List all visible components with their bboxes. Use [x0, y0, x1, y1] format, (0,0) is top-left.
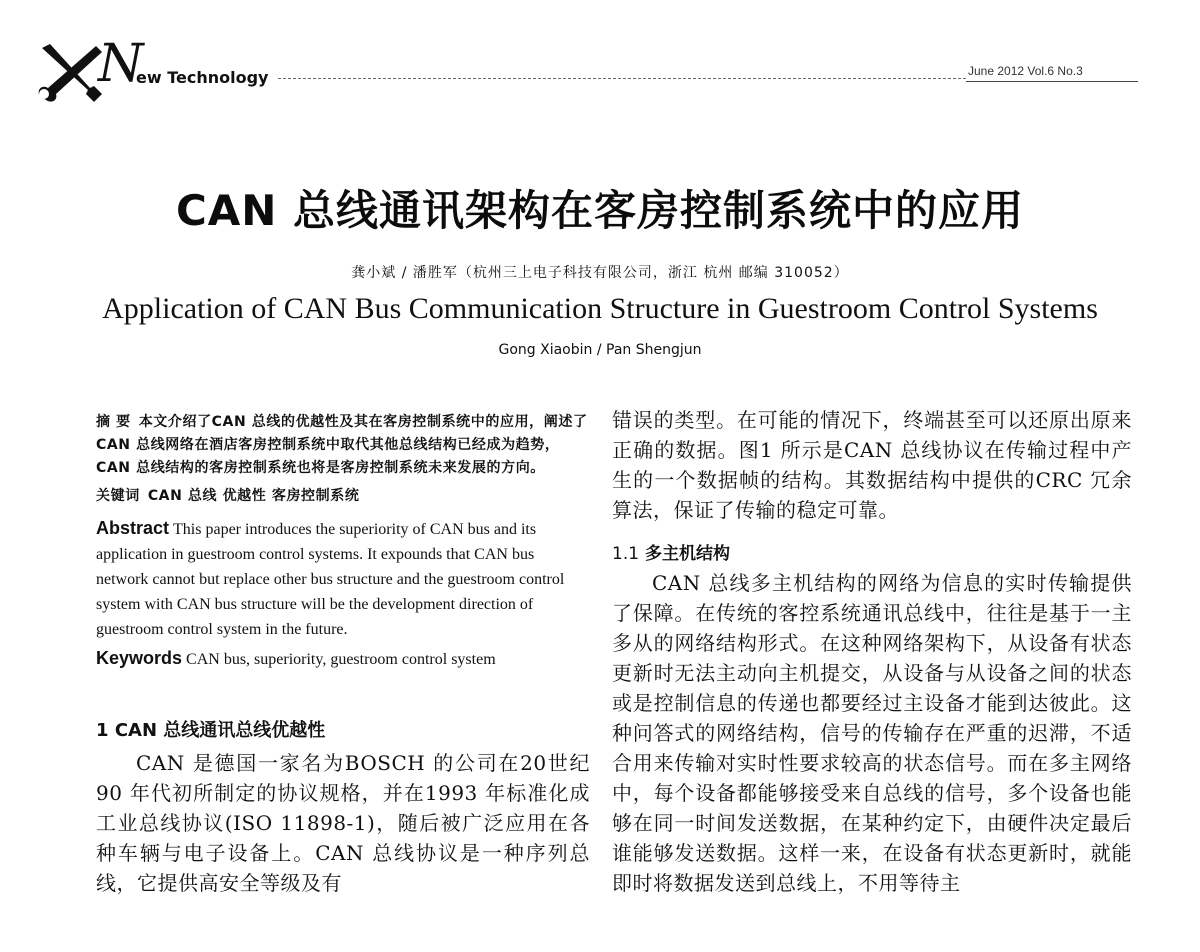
- keywords-en-text: CAN bus, superiority, guestroom control system: [186, 651, 496, 668]
- section-1-number: 1: [96, 720, 109, 741]
- paper-title-cn: CAN 总线通讯架构在客房控制系统中的应用: [175, 186, 1025, 235]
- right-column: [612, 408, 1132, 898]
- subsection-1-1-heading: [612, 539, 1132, 564]
- subsection-1-1-number: 1.1: [612, 544, 640, 564]
- logo-text: ew Technology: [136, 68, 269, 87]
- paper-title-en: Application of CAN Bus Communication Structure in Guestroom Control Systems: [102, 292, 1098, 325]
- abstract-en-text: This paper introduces the superiority of CAN bus and its application in guestroom control systems. It expounds that CAN bus network cannot but replace other bus structure and the guestroom control system with CAN bus structure will be the development direction of guestroom control system in the future.: [96, 521, 565, 638]
- keywords-en: [96, 646, 590, 672]
- journal-header: [0, 0, 1200, 110]
- left-column: [96, 411, 590, 898]
- right-paragraph-1: 错误的类型。在可能的情况下，终端甚至可以还原出原来正确的数据。图1 所示是CAN 总线协议在传输过程中产生的一个数据帧的结构。其数据结构中提供的CRC 冗余算法，保证了传输的稳定可靠。: [612, 408, 1132, 522]
- section-1-heading: [96, 716, 590, 742]
- section-1-title: CAN 总线通讯总线优越性: [114, 720, 326, 741]
- abstract-cn-label: 摘 要: [96, 414, 131, 430]
- wrench-tools-icon: [34, 42, 104, 104]
- abstract-en-label: Abstract: [96, 518, 170, 538]
- keywords-en-label: Keywords: [96, 648, 183, 668]
- abstract-cn-text: 本文介绍了CAN 总线的优越性及其在客房控制系统中的应用，阐述了CAN 总线网络在酒店客房控制系统中取代其他总线结构已经成为趋势，CAN 总线结构的客房控制系统也将是客房控制系统未来发展的方向。: [96, 414, 588, 476]
- keywords-cn-label: 关键词: [96, 488, 140, 504]
- issue-info: June 2012 Vol.6 No.3: [968, 64, 1083, 78]
- keywords-cn: [96, 485, 590, 508]
- abstract-cn: [96, 411, 590, 480]
- header-divider: [278, 78, 966, 79]
- abstract-en: [96, 516, 590, 642]
- keywords-cn-text: CAN 总线 优越性 客房控制系统: [147, 488, 360, 504]
- right-paragraph-2: CAN 总线多主机结构的网络为信息的实时传输提供了保障。在传统的客控系统通讯总线中，往往是基于一主多从的网络结构形式。在这种网络架构下，从设备有状态更新时无法主动向主机提交，从设备与从设备之间的状态或是控制信息的传递也都要经过主设备才能到达彼此。这种问答式的网络结构，信号的传输存在严重的迟滞，不适合用来传输对实时性要求较高的状态信号。而在多主网络中，每个设备都能够接受来自总线的信号，多个设备也能够在同一时间发送数据，在某种约定下，由硬件决定最后谁能够发送数据。这样一来，在设备有状态更新时，就能即时将数据发送到总线上，不用等待主: [612, 571, 1132, 895]
- subsection-1-1-title: 多主机结构: [645, 544, 731, 564]
- issue-underline: [966, 81, 1138, 82]
- logo-letter: N: [98, 34, 144, 94]
- authors-en: Gong Xiaobin / Pan Shengjun: [498, 342, 702, 358]
- authors-cn: 龚小斌 / 潘胜军（杭州三上电子科技有限公司，浙江 杭州 邮编 310052）: [351, 265, 849, 281]
- section-1-paragraph: CAN 是德国一家名为BOSCH 的公司在20世纪90 年代初所制定的协议规格，并在1993 年标准化成工业总线协议(ISO 11898-1)，随后被广泛应用在各种车辆与电子设备上。CAN 总线协议是一种序列总线，它提供高安全等级及有: [96, 751, 590, 895]
